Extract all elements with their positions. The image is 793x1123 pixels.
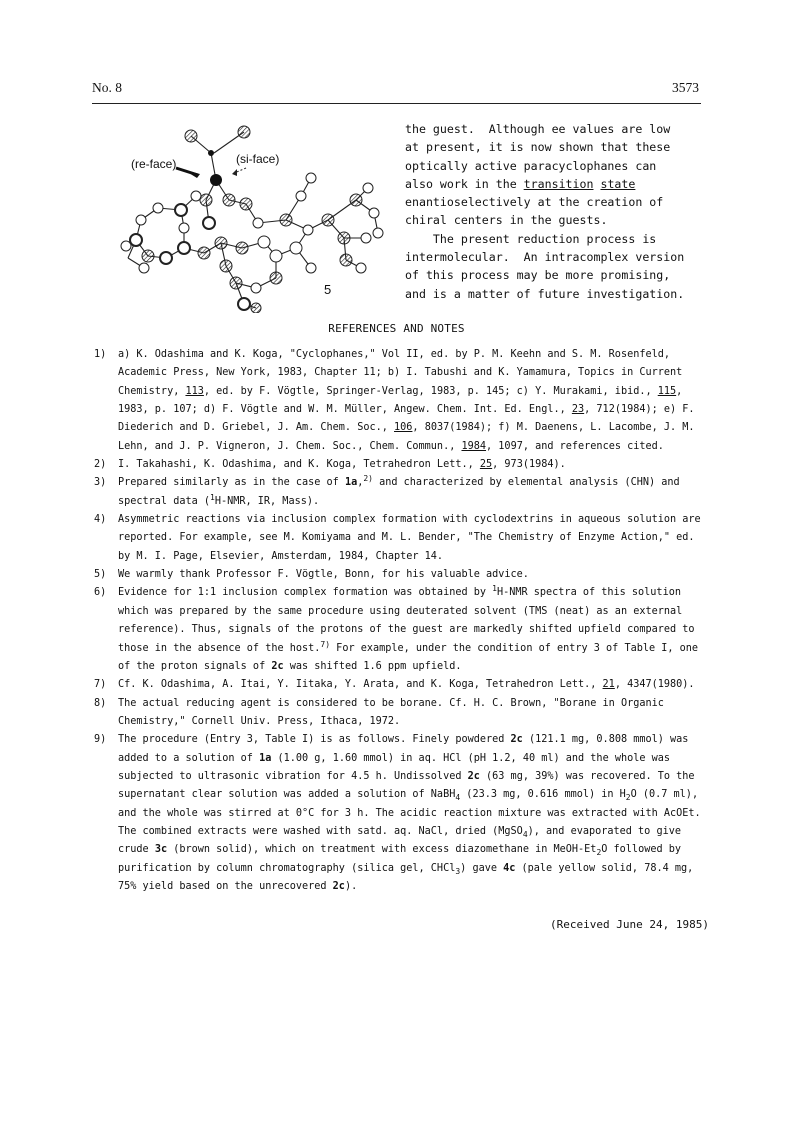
intro-line: and is a matter of future investigation. <box>405 286 685 301</box>
compound-number: 5 <box>324 282 332 297</box>
intro-line: at present, it is now shown that these <box>405 140 671 155</box>
reference-item <box>94 676 706 694</box>
reference-item <box>94 695 706 732</box>
reference-line: of the proton signals of 2c was shifted 1.6 ppm upfield. <box>118 660 462 672</box>
reference-line: which was prepared by the same procedure using deuterated solvent (TMS (neat) as an external <box>118 605 683 617</box>
reference-item <box>94 474 706 511</box>
reference-line: Diederich and D. Griebel, J. Am. Chem. Soc., 106, 8037(1984); f) M. Daenens, L. Lacombe, J. M. <box>118 422 695 434</box>
intro-line: also work in the transition state <box>405 176 636 191</box>
reference-line: subjected to ultrasonic vibration for 4.5 h. Undissolved 2c (63 mg, 39%) was recovered. To the <box>118 770 695 782</box>
si-face-label: (si-face) <box>236 152 280 166</box>
intro-line: chiral centers in the guests. <box>405 213 608 228</box>
reference-line: Academic Press, New York, 1983, Chapter 11; b) I. Tabushi and K. Yamamura, Topics in Current <box>118 367 683 379</box>
reference-line: I. Takahashi, K. Odashima, and K. Koga, Tetrahedron Lett., 25, 973(1984). <box>118 459 566 471</box>
reference-number: 1) <box>94 349 107 360</box>
reference-number: 5) <box>94 569 107 581</box>
intro-line: the guest. Although ee values are low <box>405 122 671 136</box>
reference-item <box>94 456 706 474</box>
intro-line: of this process may be more promising, <box>405 268 671 283</box>
reference-line: Evidence for 1:1 inclusion complex formation was obtained by $^1$H-NMR spectra of this solution <box>118 584 681 599</box>
reference-line: Chemistry," Cornell Univ. Press, Ithaca, 1972. <box>118 715 401 727</box>
intro-line: optically active paracyclophanes can <box>405 158 657 173</box>
reference-line: We warmly thank Professor F. Vögtle, Bonn, for his valuable advice. <box>118 569 529 581</box>
reference-line: crude 3c (brown solid), which on treatment with excess diazomethane in MeOH-$Et_2O$ followed by <box>118 844 681 858</box>
received-date: (Received June 24, 1985) <box>550 918 709 931</box>
reference-line: and the whole was stirred at 0°C for 3 h. The acidic reaction mixture was extracted with AcOEt. <box>118 807 701 819</box>
molecular-structure-figure <box>96 108 396 313</box>
reference-line: added to a solution of 1a (1.00 g, 1.60 mmol) in aq. HCl (pH 1.2, 40 ml) and the whole was <box>118 752 671 764</box>
reference-line: by M. I. Page, Elsevier, Amsterdam, 1984, Chapter 14. <box>118 550 444 562</box>
page-number: 3573 <box>672 80 699 95</box>
reference-line: spectral data ($^1$H-NMR, IR, Mass). <box>118 492 320 507</box>
intro-line: enantioselectively at the creation of <box>405 195 664 210</box>
reference-line: Asymmetric reactions via inclusion complex formation with cyclodextrins in aqueous solution are <box>118 514 701 526</box>
reference-number: 7) <box>94 679 107 691</box>
re-face-label: (re-face) <box>131 157 177 171</box>
reference-number: 3) <box>94 477 107 489</box>
reference-line: supernatant clear solution was added a solution of NaBH$_4$ (23.3 mg, 0.616 mmol) in $H_2O$ (0.7 ml), <box>118 789 699 803</box>
reference-line: Prepared similarly as in the case of 1a,$^{2)}$ and characterized by elemental analysis (CHN) and <box>118 474 680 489</box>
reference-line: a) K. Odashima and K. Koga, "Cyclophanes," Vol II, ed. by P. M. Keehn and S. M. Rosenfeld, <box>118 349 671 360</box>
reference-line: Cf. K. Odashima, A. Itai, Y. Iitaka, Y. Arata, and K. Koga, Tetrahedron Lett., 21, 4347(1980). <box>118 679 695 691</box>
reference-line: those in the absence of the host.$^{7)}$ For example, under the condition of entry 3 of Table I, one <box>118 639 699 654</box>
reference-line: Lehn, and J. P. Vigneron, J. Chem. Soc., Chem. Commun., 1984, 1097, and references cited. <box>118 440 664 452</box>
reference-line: Chemistry, 113, ed. by F. Vögtle, Springer-Verlag, 1983, p. 145; c) Y. Murakami, ibid., 115, <box>118 385 683 397</box>
intro-line: intermolecular. An intracomplex version <box>405 250 685 265</box>
intro-paragraph <box>405 120 705 303</box>
references-heading: REFERENCES AND NOTES <box>328 322 465 335</box>
reference-number: 4) <box>94 514 107 526</box>
reference-line: purification by column chromatography (silica gel, CHCl$_3$) gave 4c (pale yellow solid, 78.4 mg, <box>118 862 694 876</box>
reference-number: 6) <box>94 587 107 599</box>
reference-line: The procedure (Entry 3, Table I) is as follows. Finely powdered 2c (121.1 mg, 0.808 mmol) was <box>118 734 689 746</box>
intro-line: The present reduction process is <box>405 231 657 246</box>
reference-line: reported. For example, see M. Komiyama and M. L. Bender, "The Chemistry of Enzyme Action," ed. <box>118 532 695 544</box>
reference-line: The actual reducing agent is considered to be borane. Cf. H. C. Brown, "Borane in Organic <box>118 697 664 709</box>
reference-line: The combined extracts were washed with satd. aq. NaCl, dried (MgSO$_4$), and evaporated to give <box>118 825 681 839</box>
reference-item <box>94 511 706 566</box>
reference-number: 9) <box>94 734 107 746</box>
reference-item <box>94 566 706 584</box>
reference-number: 8) <box>94 697 107 709</box>
reference-number: 2) <box>94 459 107 471</box>
reference-item <box>94 584 706 676</box>
header-rule <box>92 103 701 104</box>
reference-line: 75% yield based on the unrecovered 2c). <box>118 880 358 892</box>
references-list <box>94 346 706 896</box>
prochiral-center <box>210 174 222 186</box>
journal-issue: No. 8 <box>92 80 122 95</box>
reference-line: 1983, p. 107; d) F. Vögtle and W. M. Müller, Angew. Chem. Int. Ed. Engl., 23, 712(1984); e) F. <box>118 404 695 416</box>
reference-item <box>94 731 706 896</box>
reference-item <box>94 346 706 456</box>
reference-line: reference). Thus, signals of the protons of the guest are markedly shifted upfield compared to <box>118 624 695 636</box>
